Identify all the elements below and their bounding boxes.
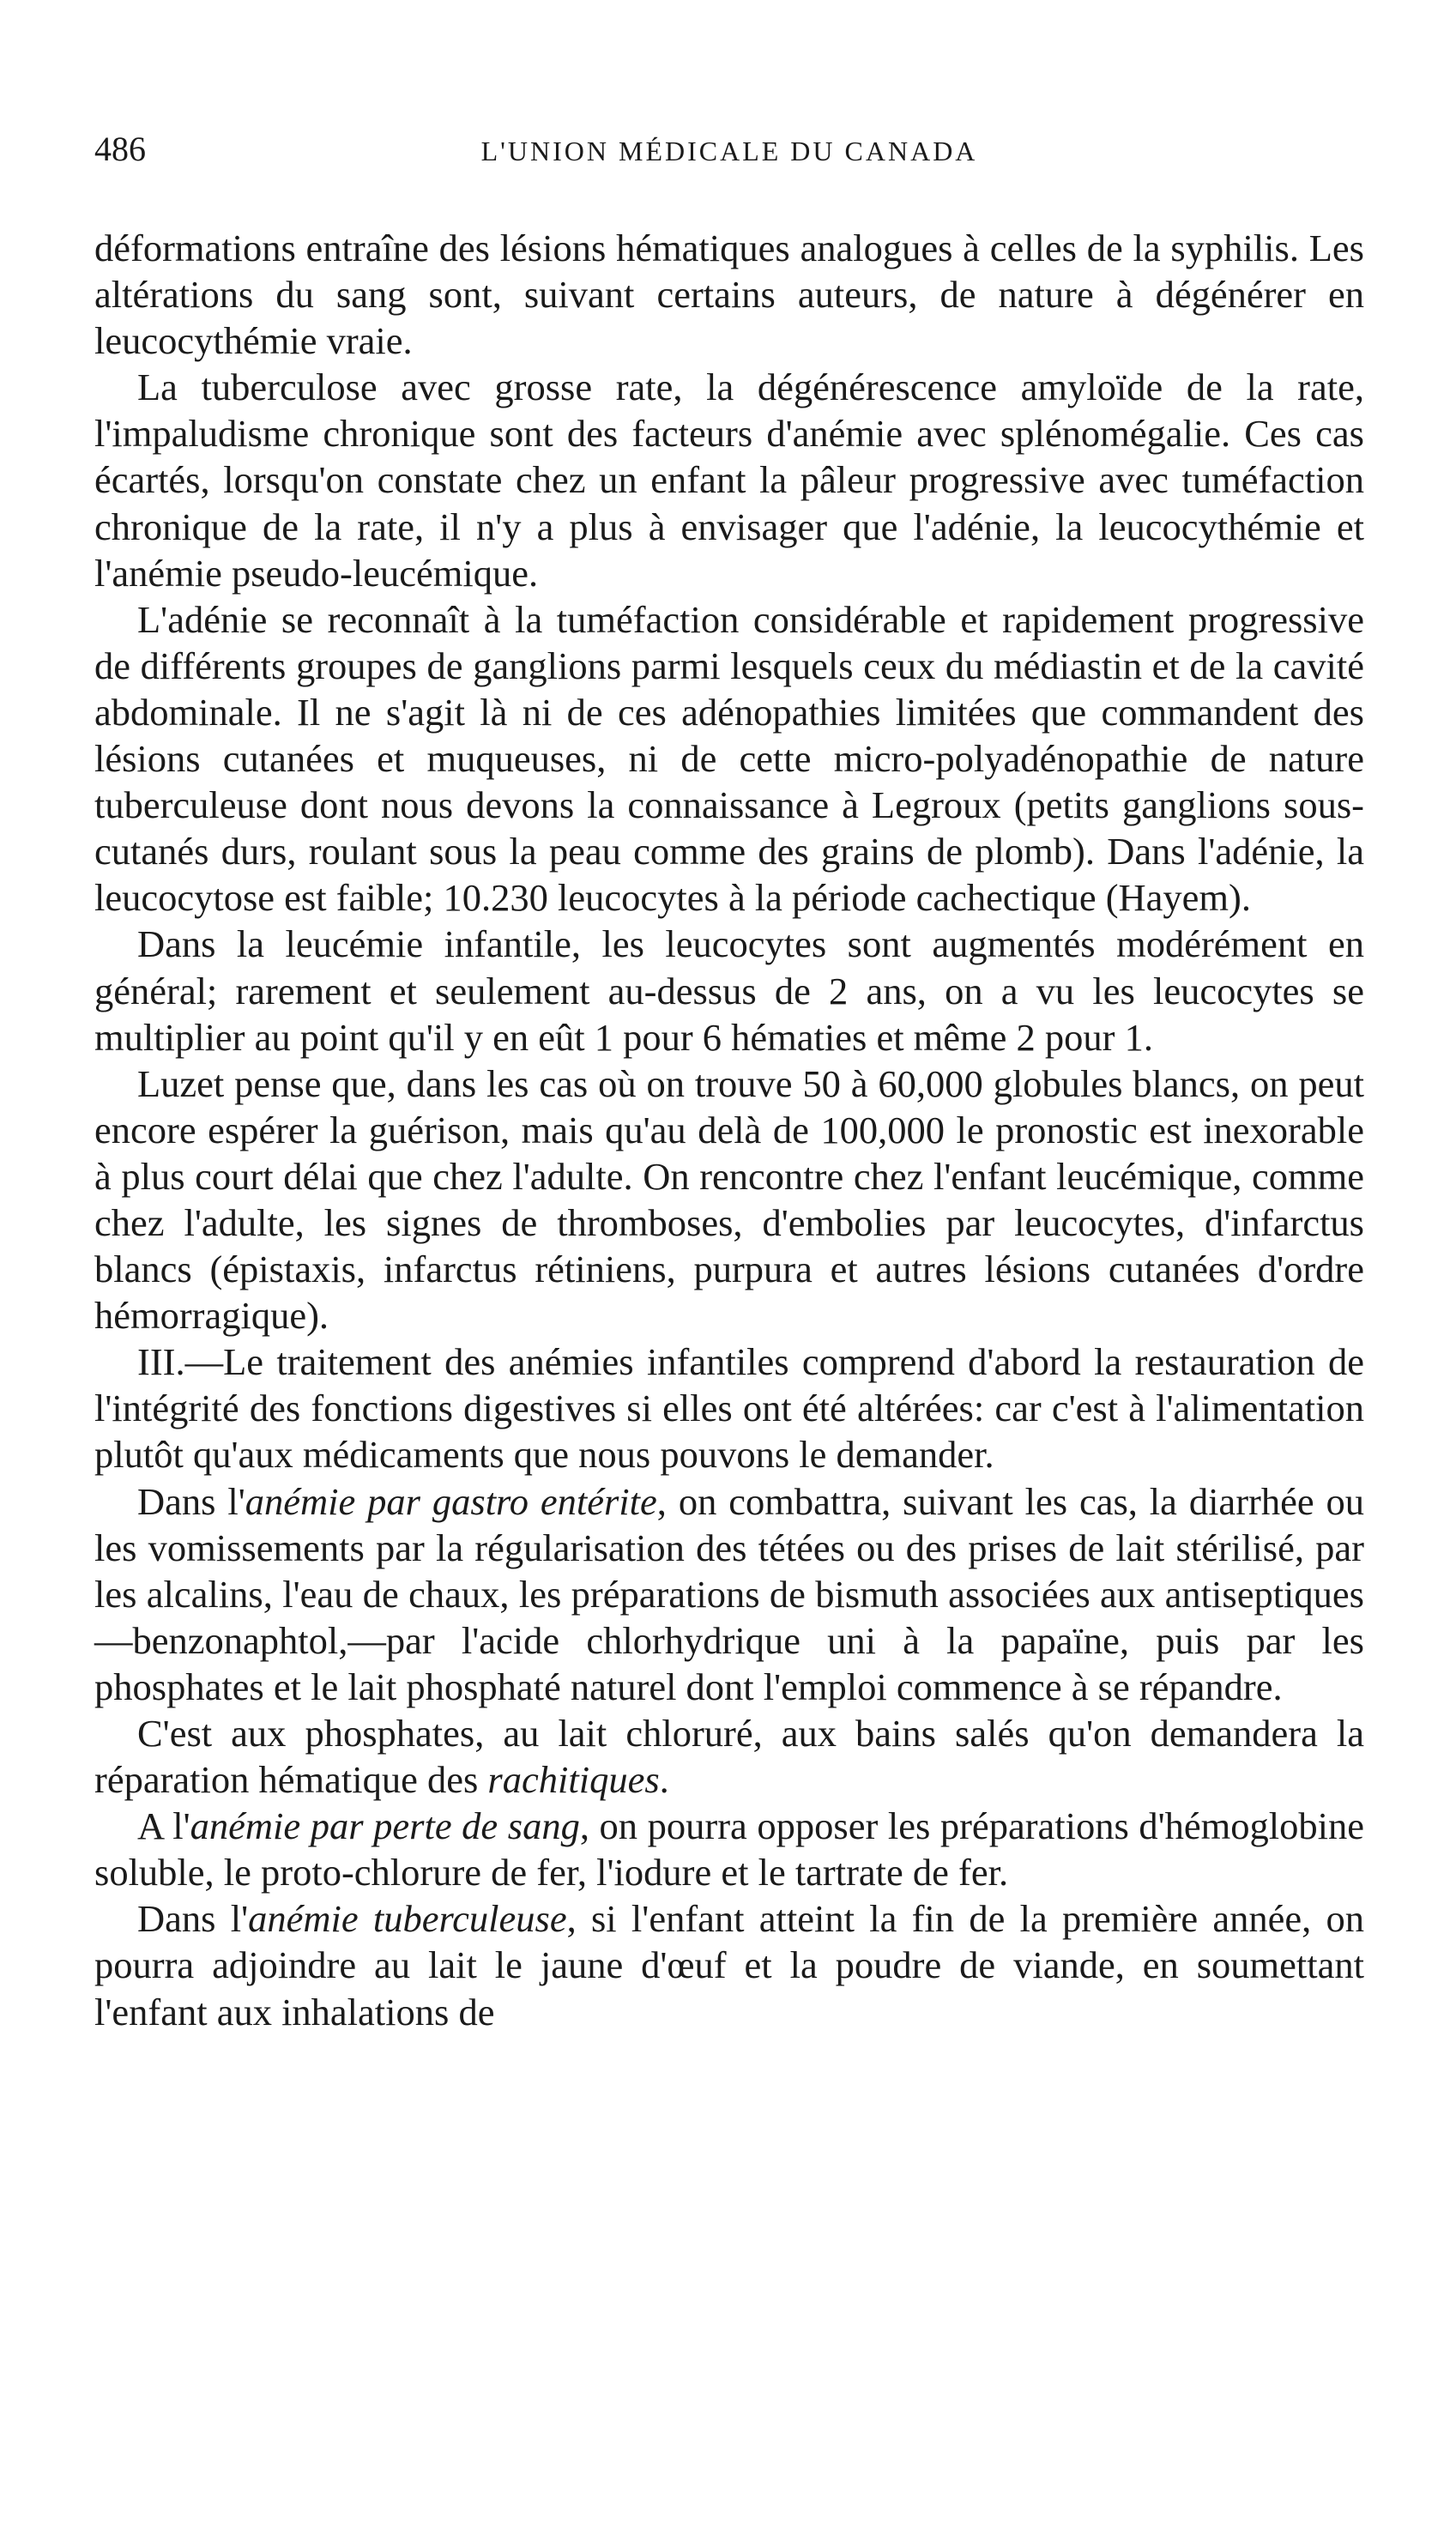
text-segment: . <box>659 1758 669 1802</box>
running-title: L'UNION MÉDICALE DU CANADA <box>480 136 978 166</box>
text-segment: , on pourra opposer les préparations d'hémoglobine soluble, le proto-chlorure de fer, l'iodure et le tartrate de fer. <box>94 1804 1365 1894</box>
text-segment: , on combattra, suivant les cas, la diarrhée ou les vomissements par la régularisation des tétées ou des prises de lait stérilisé, par les alcalins, l'eau de chaux, les préparations de bismuth associées aux antiseptiques—benzonaphtol,—par l'acide chlorhydrique uni à la papaïne, puis par les phosphates et le lait phosphaté naturel dont l'emploi commence à se répandre. <box>94 1479 1364 1708</box>
paragraph <box>94 1478 1364 1710</box>
text-segment: Dans l' <box>137 1479 245 1523</box>
text-segment: III.—Le traitement des anémies infantiles comprend d'abord la restauration de l'intégrité des fonctions digestives si elles ont été altérées: car c'est à l'alimentation plutôt qu'aux médicaments que nous pouvons le demander. <box>94 1340 1364 1477</box>
paragraph <box>94 225 1364 364</box>
italic-text: anémie par perte de sang <box>190 1804 580 1848</box>
text-segment: C'est aux phosphates, au lait chloruré, aux bains salés qu'on demandera la réparation hématique des <box>94 1712 1364 1802</box>
italic-text: anémie tuberculeuse <box>248 1897 567 1941</box>
text-segment: déformations entraîne des lésions hématiques analogues à celles de la syphilis. Les altérations du sang sont, suivant certains auteurs, de nature à dégénérer en leucocythémie vraie. <box>94 227 1364 363</box>
paragraph <box>94 1710 1364 1803</box>
text-segment: Luzet pense que, dans les cas où on trouve 50 à 60,000 globules blancs, on peut encore espérer la guérison, mais qu'au delà de 100,000 le pronostic est inexorable à plus court délai que chez l'adulte. On rencontre chez l'enfant leucémique, comme chez l'adulte, les signes de thromboses, d'embolies par leucocytes, d'infarctus blancs (épistaxis, infarctus rétiniens, purpura et autres lésions cutanées d'ordre hémorragique). <box>94 1061 1364 1338</box>
book-page <box>94 129 1364 2035</box>
paragraph <box>94 1338 1364 1477</box>
text-segment: L'adénie se reconnaît à la tuméfaction considérable et rapidement progressive de différents groupes de ganglions parmi lesquels ceux du médiastin et de la cavité abdominale. Il ne s'agit là ni de ces adénopathies limitées que commandent des lésions cutanées et muqueuses, ni de cette micro-polyadénopathie de nature tuberculeuse dont nous devons la connaissance à Legroux (petits ganglions sous-cutanés durs, roulant sous la peau comme des grains de plomb). Dans l'adénie, la leucocytose est faible; 10.230 leucocytes à la période cachectique (Hayem). <box>94 597 1364 920</box>
text-segment: Dans l' <box>137 1897 249 1941</box>
page-number: 486 <box>94 130 146 168</box>
paragraph <box>94 596 1364 922</box>
paragraph <box>94 1061 1364 1339</box>
paragraph <box>94 1803 1364 1895</box>
body-text <box>94 225 1364 2035</box>
text-segment: , si l'enfant atteint la fin de la première année, on pourra adjoindre au lait le jaune d'œuf et la poudre de viande, en soumettant l'enfant aux inhalations de <box>94 1897 1364 2033</box>
page-header <box>94 129 1364 189</box>
italic-text: anémie par gastro entérite <box>245 1479 657 1523</box>
paragraph <box>94 921 1364 1060</box>
paragraph <box>94 1895 1364 2034</box>
text-segment: A l' <box>137 1804 190 1848</box>
italic-text: rachitiques <box>487 1758 660 1802</box>
paragraph <box>94 364 1364 595</box>
text-segment: Dans la leucémie infantile, les leucocytes sont augmentés modérément en général; rarement et seulement au-dessus de 2 ans, on a vu les leucocytes se multiplier au point qu'il y en eût 1 pour 6 hématies et même 2 pour 1. <box>94 922 1364 1059</box>
text-segment: La tuberculose avec grosse rate, la dégénérescence amyloïde de la rate, l'impaludisme chronique sont des facteurs d'anémie avec splénomégalie. Ces cas écartés, lorsqu'on constate chez un enfant la pâleur progressive avec tuméfaction chronique de la rate, il n'y a plus à envisager que l'adénie, la leucocythémie et l'anémie pseudo-leucémique. <box>94 366 1364 595</box>
